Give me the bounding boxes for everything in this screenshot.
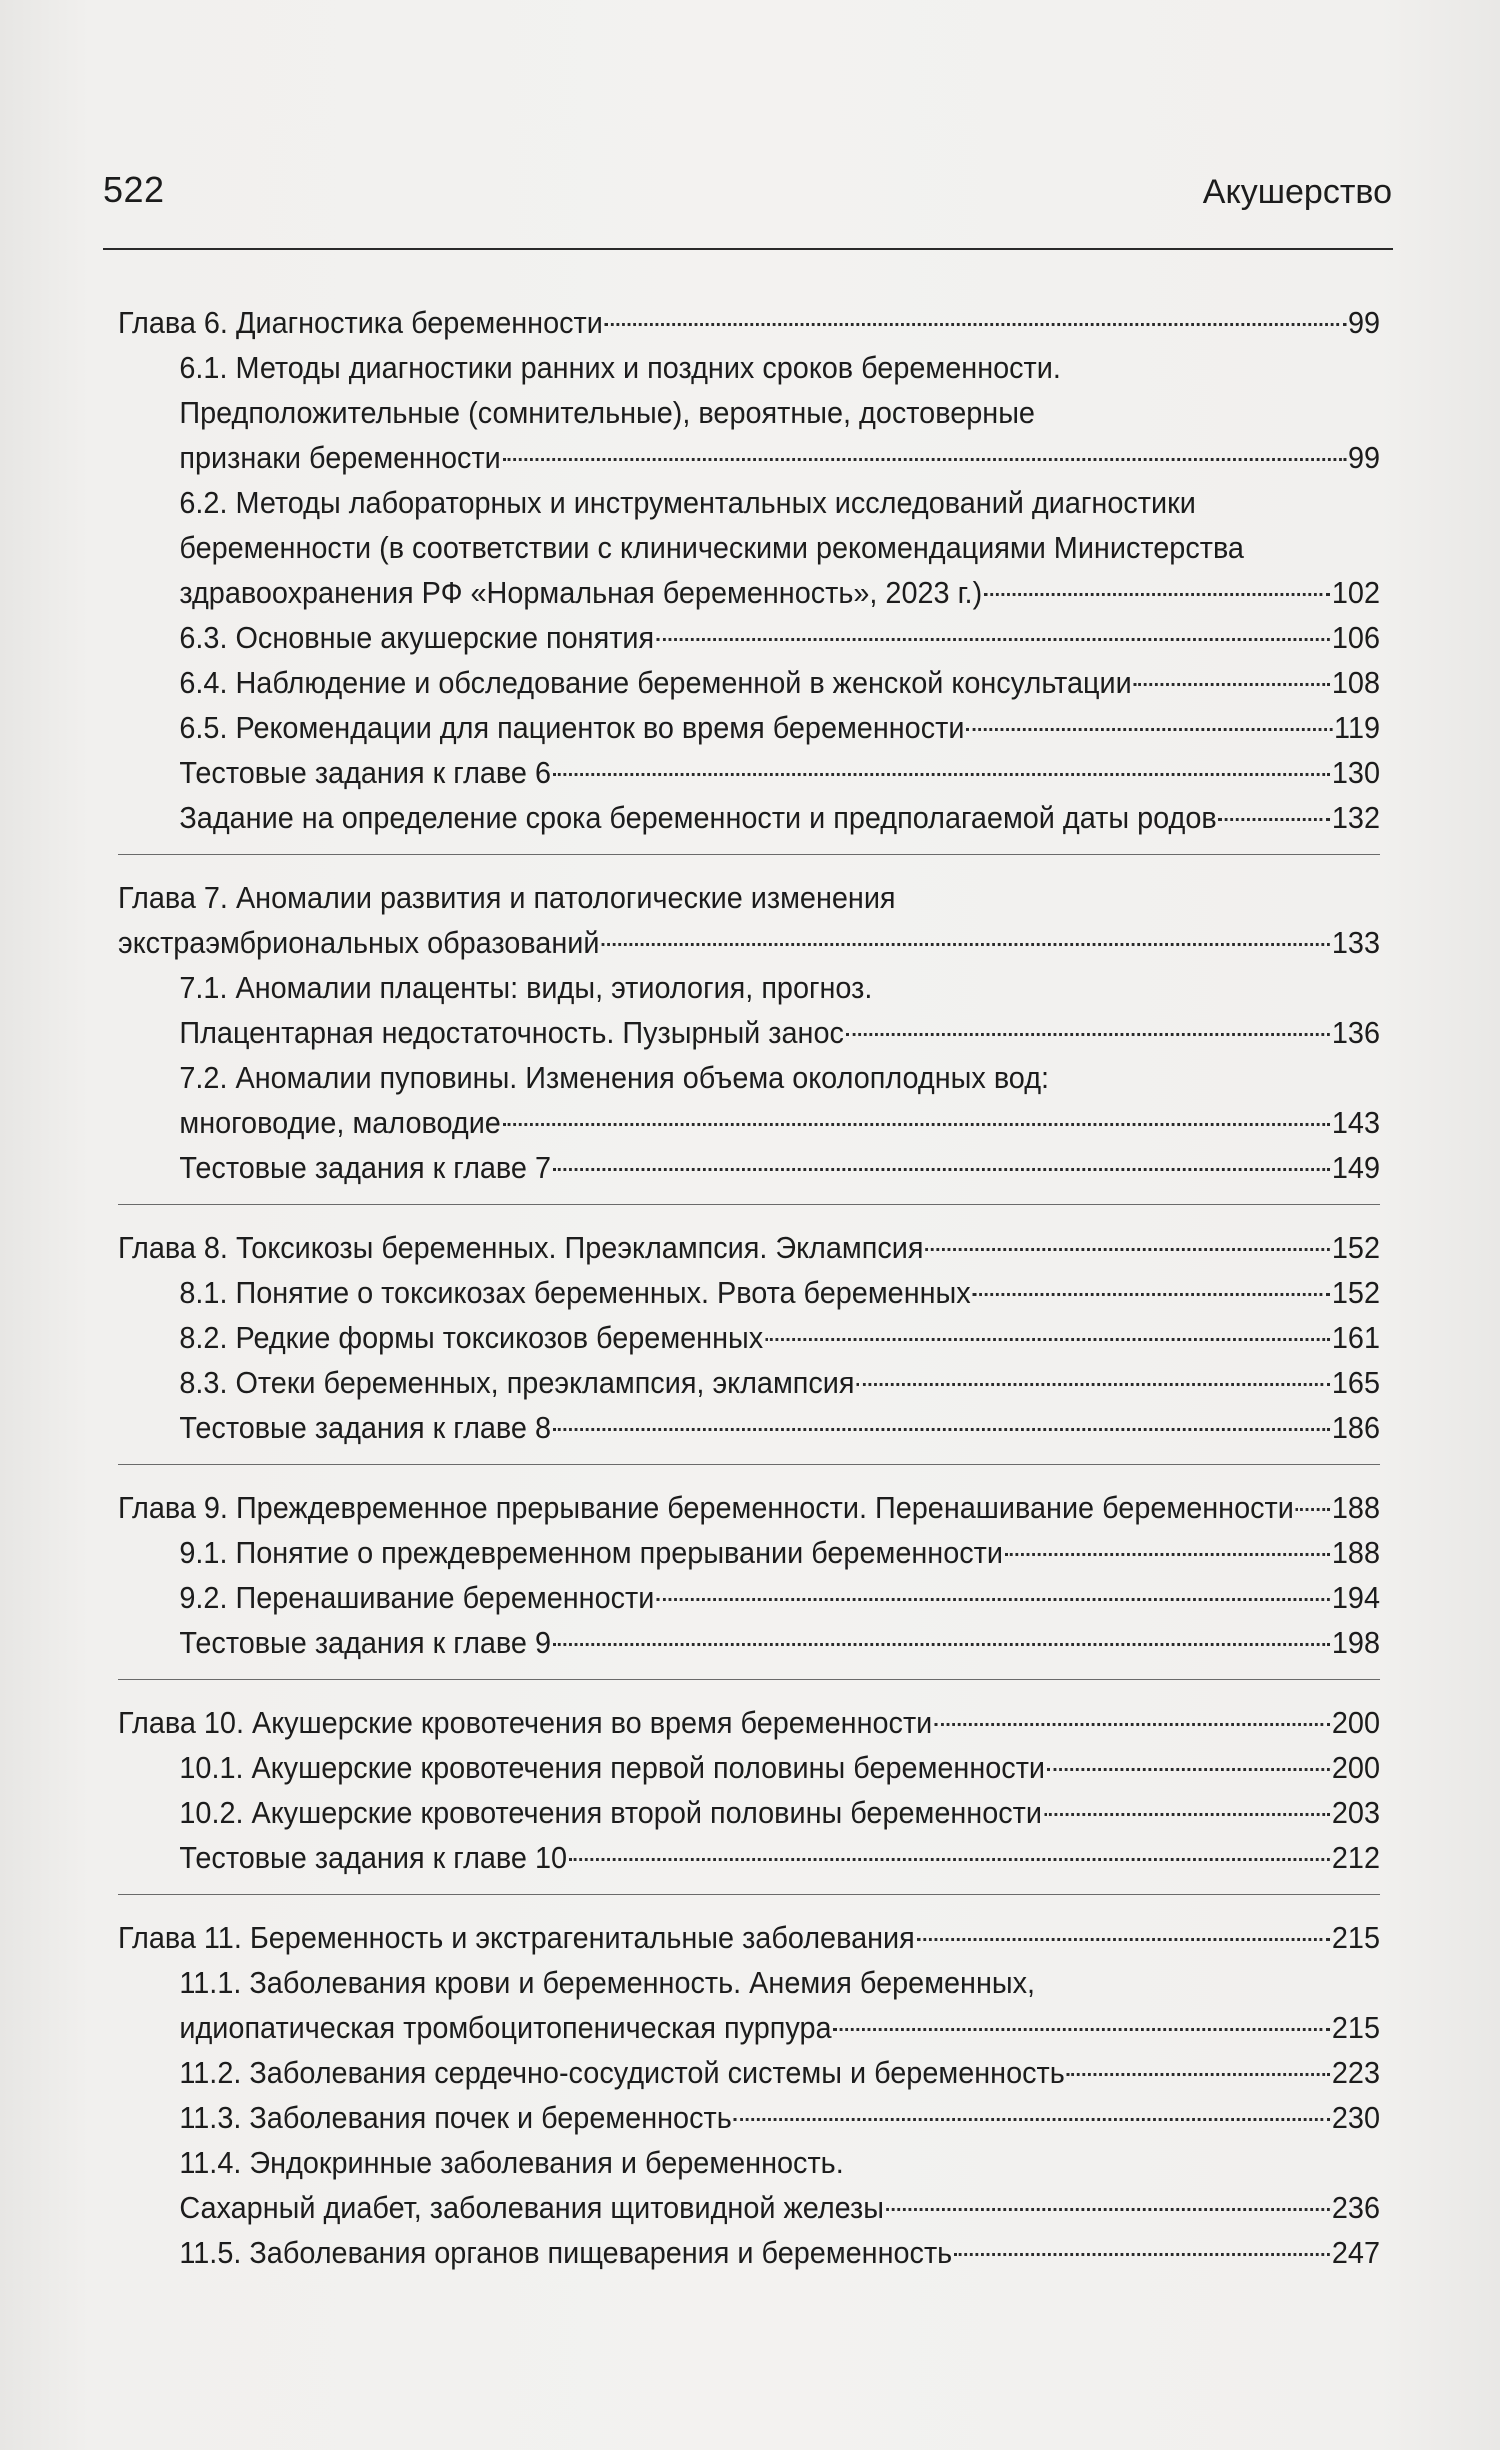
toc-entry-title: 9.1. Понятие о преждевременном прерывании беременности bbox=[179, 1535, 1003, 1570]
dot-leader bbox=[765, 1338, 1330, 1341]
toc-entry-title: 8.2. Редкие формы токсикозов беременных bbox=[179, 1320, 764, 1355]
toc-entry-title: Тестовые задания к главе 6 bbox=[179, 755, 552, 790]
dot-leader bbox=[656, 638, 1330, 641]
header-rule bbox=[103, 248, 1393, 250]
dot-leader bbox=[569, 1858, 1330, 1861]
toc-section-entry[interactable] bbox=[118, 615, 1380, 660]
toc-entry-title: Глава 9. Преждевременное прерывание беременности. Перенашивание беременности bbox=[118, 1490, 1294, 1525]
dot-leader bbox=[966, 728, 1332, 731]
toc-page-number: 133 bbox=[1331, 925, 1381, 960]
toc-chapter-title-line: Глава 7. Аномалии развития и патологические изменения bbox=[118, 880, 896, 915]
dot-leader bbox=[984, 593, 1330, 596]
dot-leader bbox=[553, 1168, 1330, 1171]
toc-entry-title: идиопатическая тромбоцитопеническая пурпура bbox=[179, 2010, 832, 2045]
toc-chapter-block bbox=[118, 300, 1380, 855]
dot-leader bbox=[503, 1123, 1330, 1126]
toc-entry-title: признаки беременности bbox=[179, 440, 501, 475]
toc-chapter-entry[interactable] bbox=[118, 920, 1380, 965]
toc-chapter-block bbox=[118, 1485, 1380, 1680]
toc-page-number: 149 bbox=[1331, 1150, 1381, 1185]
toc-section-entry[interactable] bbox=[118, 2050, 1380, 2095]
toc-entry-title: экстраэмбриональных образований bbox=[118, 925, 600, 960]
toc-section-entry[interactable] bbox=[118, 1360, 1380, 1405]
dot-leader bbox=[833, 2028, 1330, 2031]
toc-entry-title: Глава 11. Беременность и экстрагенитальные заболевания bbox=[118, 1920, 915, 1955]
toc-entry-title: Глава 8. Токсикозы беременных. Преэклампсия. Эклампсия bbox=[118, 1230, 924, 1265]
toc-entry-title: 11.5. Заболевания органов пищеварения и беременность bbox=[179, 2235, 953, 2270]
dot-leader bbox=[1134, 683, 1330, 686]
toc-section-title-line: 11.4. Эндокринные заболевания и беременность. bbox=[179, 2145, 844, 2180]
toc-section-entry[interactable] bbox=[118, 750, 1380, 795]
dot-leader bbox=[925, 1248, 1330, 1251]
toc-section-entry[interactable] bbox=[118, 1575, 1380, 1620]
toc-entry-title: 8.1. Понятие о токсикозах беременных. Рвота беременных bbox=[179, 1275, 971, 1310]
toc-chapter-entry[interactable] bbox=[118, 1485, 1380, 1530]
toc-page-number: 198 bbox=[1331, 1625, 1381, 1660]
toc-section-entry[interactable] bbox=[118, 570, 1380, 615]
toc-section-entry[interactable] bbox=[118, 705, 1380, 750]
toc-page-number: 188 bbox=[1331, 1490, 1381, 1525]
toc-entry-title: здравоохранения РФ «Нормальная беременность», 2023 г.) bbox=[179, 575, 983, 610]
toc-section-entry[interactable] bbox=[118, 435, 1380, 480]
dot-leader bbox=[856, 1383, 1330, 1386]
toc-page-number: 194 bbox=[1331, 1580, 1381, 1615]
toc-section-entry[interactable] bbox=[118, 660, 1380, 705]
toc-entry-title: 8.3. Отеки беременных, преэклампсия, эклампсия bbox=[179, 1365, 855, 1400]
toc-entry-title: Плацентарная недостаточность. Пузырный занос bbox=[179, 1015, 844, 1050]
toc-chapter-block bbox=[118, 1225, 1380, 1465]
toc-entry-title: Сахарный диабет, заболевания щитовидной железы bbox=[179, 2190, 885, 2225]
toc-page-number: 203 bbox=[1331, 1795, 1381, 1830]
toc-page-number: 130 bbox=[1331, 755, 1381, 790]
toc-section-entry[interactable] bbox=[118, 1315, 1380, 1360]
toc-page-number: 152 bbox=[1331, 1230, 1381, 1265]
toc-section-entry[interactable] bbox=[118, 1270, 1380, 1315]
toc-entry-title: многоводие, маловодие bbox=[179, 1105, 501, 1140]
toc-page-number: 236 bbox=[1331, 2190, 1381, 2225]
toc-section-title-line: 6.2. Методы лабораторных и инструментальных исследований диагностики bbox=[179, 485, 1196, 520]
toc-section-title-line: 7.1. Аномалии плаценты: виды, этиология, прогноз. bbox=[179, 970, 873, 1005]
toc-section-title-line: Предположительные (сомнительные), вероятные, достоверные bbox=[179, 395, 1035, 430]
toc-chapter-block bbox=[118, 1700, 1380, 1895]
toc-entry-title: Глава 10. Акушерские кровотечения во время беременности bbox=[118, 1705, 933, 1740]
toc-entry-title: 6.4. Наблюдение и обследование беременной в женской консультации bbox=[179, 665, 1132, 700]
dot-leader bbox=[1296, 1508, 1330, 1511]
toc-section-entry[interactable] bbox=[118, 2185, 1380, 2230]
dot-leader bbox=[1044, 1813, 1330, 1816]
toc-entry-title: Тестовые задания к главе 10 bbox=[179, 1840, 568, 1875]
toc-page-number: 132 bbox=[1331, 800, 1381, 835]
toc-entry-title: Глава 6. Диагностика беременности bbox=[118, 305, 603, 340]
toc-section-entry[interactable] bbox=[118, 1145, 1380, 1190]
toc-section-entry[interactable] bbox=[118, 1010, 1380, 1055]
toc-entry-title: Задание на определение срока беременности и предполагаемой даты родов bbox=[179, 800, 1217, 835]
toc-page-number: 119 bbox=[1334, 710, 1381, 745]
toc-entry-title: 6.3. Основные акушерские понятия bbox=[179, 620, 655, 655]
toc-page-number: 215 bbox=[1331, 1920, 1381, 1955]
toc-page-number: 247 bbox=[1331, 2235, 1381, 2270]
toc-entry-title: 10.1. Акушерские кровотечения первой половины беременности bbox=[179, 1750, 1046, 1785]
dot-leader bbox=[553, 1428, 1330, 1431]
toc-page-number: 230 bbox=[1331, 2100, 1381, 2135]
toc-section-entry[interactable] bbox=[118, 2230, 1380, 2275]
toc-entry-title: 11.3. Заболевания почек и беременность bbox=[179, 2100, 732, 2135]
toc-chapter-block bbox=[118, 1915, 1380, 2289]
dot-leader bbox=[734, 2118, 1330, 2121]
toc-section-entry[interactable] bbox=[118, 2095, 1380, 2140]
toc-chapter-entry[interactable] bbox=[118, 1700, 1380, 1745]
toc-chapter-entry[interactable] bbox=[118, 1225, 1380, 1270]
dot-leader bbox=[656, 1598, 1330, 1601]
toc-entry-title: Тестовые задания к главе 7 bbox=[179, 1150, 552, 1185]
toc-section-entry[interactable] bbox=[118, 1620, 1380, 1665]
toc-page-number: 102 bbox=[1331, 575, 1381, 610]
toc-page-number: 99 bbox=[1347, 440, 1381, 475]
dot-leader bbox=[1005, 1553, 1330, 1556]
toc-page-number: 106 bbox=[1331, 620, 1381, 655]
toc-page-number: 212 bbox=[1331, 1840, 1381, 1875]
toc-chapter-block bbox=[118, 875, 1380, 1205]
toc-section-entry[interactable] bbox=[118, 2005, 1380, 2050]
toc-page-number: 188 bbox=[1331, 1535, 1381, 1570]
dot-leader bbox=[553, 773, 1330, 776]
toc-entry-title: 11.2. Заболевания сердечно-сосудистой системы и беременность bbox=[179, 2055, 1065, 2090]
dot-leader bbox=[954, 2253, 1330, 2256]
toc-section-title-line: беременности (в соответствии с клиническими рекомендациями Министерства bbox=[179, 530, 1244, 565]
running-title: Акушерство bbox=[1202, 173, 1392, 211]
toc-entry-title: 10.2. Акушерские кровотечения второй половины беременности bbox=[179, 1795, 1042, 1830]
page-number: 522 bbox=[103, 169, 165, 210]
dot-leader bbox=[1047, 1768, 1330, 1771]
toc-page-number: 136 bbox=[1331, 1015, 1381, 1050]
dot-leader bbox=[846, 1033, 1330, 1036]
dot-leader bbox=[1067, 2073, 1330, 2076]
toc-section-entry[interactable] bbox=[118, 795, 1380, 840]
toc-section-title-line: 11.1. Заболевания крови и беременность. Анемия беременных, bbox=[179, 1965, 1036, 2000]
toc-page-number: 215 bbox=[1331, 2010, 1381, 2045]
toc-section-entry[interactable] bbox=[118, 1100, 1380, 1145]
toc-page-number: 223 bbox=[1331, 2055, 1381, 2090]
toc-section-entry[interactable] bbox=[118, 1405, 1380, 1450]
dot-leader bbox=[973, 1293, 1330, 1296]
dot-leader bbox=[503, 458, 1346, 461]
toc-entry-title: Тестовые задания к главе 9 bbox=[179, 1625, 552, 1660]
toc-page-number: 99 bbox=[1347, 305, 1381, 340]
toc-section-entry[interactable] bbox=[118, 1745, 1380, 1790]
toc-section-title-line: 6.1. Методы диагностики ранних и поздних сроков беременности. bbox=[179, 350, 1061, 385]
toc-page-number: 143 bbox=[1331, 1105, 1381, 1140]
dot-leader bbox=[605, 323, 1346, 326]
toc-page-number: 200 bbox=[1331, 1750, 1381, 1785]
toc-page-number: 165 bbox=[1331, 1365, 1381, 1400]
toc-page-number: 108 bbox=[1331, 665, 1381, 700]
toc-entry-title: Тестовые задания к главе 8 bbox=[179, 1410, 552, 1445]
toc-chapter-entry[interactable] bbox=[118, 300, 1380, 345]
dot-leader bbox=[1219, 818, 1330, 821]
toc-section-entry[interactable] bbox=[118, 1790, 1380, 1835]
toc-page-number: 161 bbox=[1331, 1320, 1381, 1355]
dot-leader bbox=[934, 1723, 1330, 1726]
toc-section-entry[interactable] bbox=[118, 1835, 1380, 1880]
toc-page-number: 152 bbox=[1331, 1275, 1381, 1310]
toc-section-title-line: 7.2. Аномалии пуповины. Изменения объема околоплодных вод: bbox=[179, 1060, 1050, 1095]
toc-page-number: 186 bbox=[1331, 1410, 1381, 1445]
toc-page-number: 200 bbox=[1331, 1705, 1381, 1740]
table-of-contents bbox=[118, 300, 1380, 2309]
toc-entry-title: 6.5. Рекомендации для пациенток во время беременности bbox=[179, 710, 965, 745]
toc-entry-title: 9.2. Перенашивание беременности bbox=[179, 1580, 655, 1615]
toc-chapter-entry[interactable] bbox=[118, 1915, 1380, 1960]
dot-leader bbox=[553, 1643, 1330, 1646]
dot-leader bbox=[601, 943, 1330, 946]
dot-leader bbox=[886, 2208, 1330, 2211]
dot-leader bbox=[917, 1938, 1330, 1941]
toc-section-entry[interactable] bbox=[118, 1530, 1380, 1575]
